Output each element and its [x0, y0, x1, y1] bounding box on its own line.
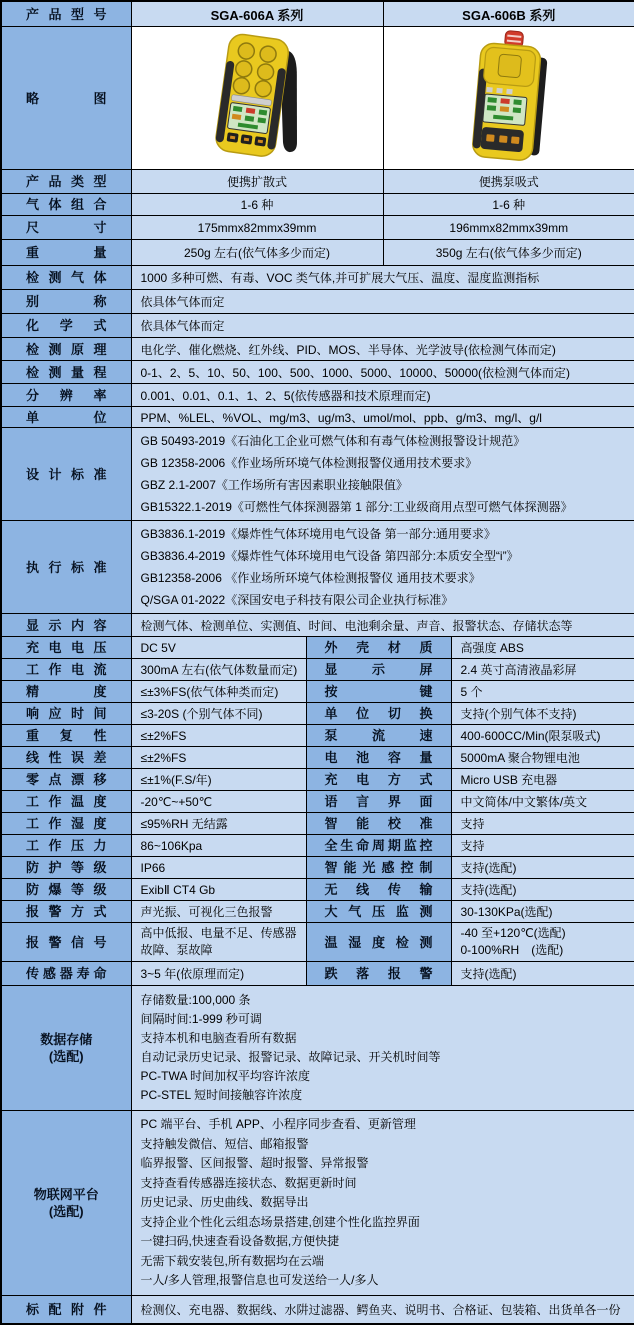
spec-line: PC 端平台、手机 APP、小程序同步查看、更新管理	[140, 1117, 416, 1132]
row-label-gas-combination	[1, 194, 131, 216]
alarm-signal-value	[131, 923, 306, 962]
row-label-light-sensor-control	[306, 857, 451, 879]
label-text: 执行标准	[26, 559, 107, 575]
spec-line: GB3836.4-2019《爆炸性气体环境用电气设备 第四部分:本质安全型“i”》	[140, 549, 519, 563]
row-label-drop-alarm	[306, 962, 451, 986]
dimensions-a: 175mmx82mmx39mm	[131, 216, 383, 240]
row-label-working-humidity	[1, 813, 131, 835]
row-label-display-screen	[306, 659, 451, 681]
row-label-chemical-formula	[1, 314, 131, 338]
row-alias	[1, 290, 634, 314]
device-a-image	[132, 27, 382, 164]
label-text: 报警信号	[26, 934, 107, 950]
label-text: 充电方式	[324, 772, 433, 787]
row-label-resolution	[1, 384, 131, 407]
row-label-accuracy	[1, 681, 131, 703]
product-type-b: 便携泵吸式	[383, 170, 634, 194]
label-text: 精度	[26, 684, 107, 699]
row-label-accessories	[1, 1296, 131, 1325]
label-text: 分辨率	[26, 387, 107, 403]
spec-line: Q/SGA 01-2022《深国安电子科技有限公司企业执行标准》	[140, 593, 454, 607]
row-working-current	[1, 659, 634, 681]
row-label-product-type	[1, 170, 131, 194]
buttons-value: 5 个	[451, 681, 634, 703]
drop-alarm-value: 支持(选配)	[451, 962, 634, 986]
row-label-explosion-rating	[1, 879, 131, 901]
row-label-battery-capacity	[306, 747, 451, 769]
spec-line: 高中低报、电量不足、传感器	[140, 926, 297, 940]
device-b-image-cell	[383, 27, 634, 170]
row-label-shell-material	[306, 637, 451, 659]
row-label-design-standards	[1, 428, 131, 521]
row-label-detect-principle	[1, 338, 131, 361]
label-text: 按键	[324, 684, 433, 699]
header-row	[1, 1, 634, 27]
row-label-response-time	[1, 703, 131, 725]
label-text: 物联网平台	[33, 1187, 99, 1202]
spec-line: 存储数量:100,000 条	[140, 993, 251, 1007]
label-text: 大气压监测	[324, 904, 433, 919]
charge-method-value: Micro USB 充电器	[451, 769, 634, 791]
label-text: 防爆等级	[26, 882, 107, 897]
spec-line: GB15322.1-2019《可燃性气体探测器第 1 部分:工业级商用点型可燃气体探测器》	[140, 500, 573, 514]
label-text: 线性误差	[26, 750, 107, 765]
device-b-image	[384, 27, 634, 164]
label-text: 检测气体	[26, 270, 107, 285]
row-label-temp-humidity-detect	[306, 923, 451, 962]
row-label-repeatability	[1, 725, 131, 747]
row-response-time	[1, 703, 634, 725]
label-text: 显示屏	[324, 662, 433, 677]
row-data-storage	[1, 986, 634, 1111]
shell-material-value: 高强度 ABS	[451, 637, 634, 659]
label-text: 零点漂移	[26, 772, 107, 787]
row-label-alias	[1, 290, 131, 314]
spec-line: PC-TWA 时间加权平均容许浓度	[140, 1069, 311, 1083]
resolution-value: 0.001、0.01、0.1、1、2、5(依传感器和技术原理而定)	[131, 384, 634, 407]
spec-line: 一键扫码,快速查看设备数据,方便快捷	[140, 1234, 340, 1249]
exec-standards-value	[131, 521, 634, 614]
row-detect-gas	[1, 266, 634, 290]
row-label-smart-calibration	[306, 813, 451, 835]
label-text: 泵流速	[324, 728, 433, 743]
label-text: 语言界面	[324, 794, 433, 809]
units-value: PPM、%LEL、%VOL、mg/m3、ug/m3、umol/mol、ppb、g/m3、mg/l、g/l	[131, 407, 634, 428]
protection-rating-value: IP66	[131, 857, 306, 879]
label-text: 尺寸	[26, 220, 107, 235]
label-text: 传感器寿命	[26, 966, 107, 981]
detect-gas-value: 1000 多种可燃、有毒、VOC 类气体,并可扩展大气压、温度、湿度监测指标	[131, 266, 634, 290]
design-standards-value	[131, 428, 634, 521]
label-text: 检测量程	[26, 364, 107, 380]
dimensions-b: 196mmx82mmx39mm	[383, 216, 634, 240]
chemical-formula-value: 依具体气体而定	[131, 314, 634, 338]
battery-capacity-value: 5000mA 聚合物锂电池	[451, 747, 634, 769]
row-label-protection-rating	[1, 857, 131, 879]
row-iot-platform	[1, 1111, 634, 1296]
label-text: 别称	[26, 294, 107, 309]
label-text: 检测原理	[26, 341, 107, 357]
language-value: 中文简体/中文繁体/英文	[451, 791, 634, 813]
spec-line: 历史记录、历史曲线、数据导出	[140, 1195, 309, 1210]
row-chemical-formula	[1, 314, 634, 338]
spec-line: 故障、泵故障	[140, 943, 213, 957]
spec-line: 支持触发微信、短信、邮箱报警	[140, 1136, 309, 1151]
label-text: 产品类型	[26, 174, 107, 189]
row-label-zero-drift	[1, 769, 131, 791]
row-accessories	[1, 1296, 634, 1325]
row-label-alarm-signal	[1, 923, 131, 962]
working-humidity-value: ≤95%RH 无结露	[131, 813, 306, 835]
row-zero-drift	[1, 769, 634, 791]
lifecycle-monitor-value: 支持	[451, 835, 634, 857]
charge-voltage-value: DC 5V	[131, 637, 306, 659]
row-label-pressure-monitor	[306, 901, 451, 923]
spec-line: 无需下载安装包,所有数据均在云端	[140, 1253, 324, 1268]
label-text: 电池容量	[324, 750, 433, 765]
row-sensor-life	[1, 962, 634, 986]
label-text: 重复性	[26, 728, 107, 743]
row-alarm-mode	[1, 901, 634, 923]
row-label-sensor-life	[1, 962, 131, 986]
label-text: 响应时间	[26, 706, 107, 721]
row-working-pressure	[1, 835, 634, 857]
row-label-product-model	[1, 1, 131, 27]
row-label-language	[306, 791, 451, 813]
sketch-row	[1, 27, 634, 170]
row-label-dimensions	[1, 216, 131, 240]
unit-switch-value: 支持(个别气体不支持)	[451, 703, 634, 725]
row-label-weight	[1, 240, 131, 266]
accuracy-value: ≤±3%FS(依气体种类而定)	[131, 681, 306, 703]
row-units	[1, 407, 634, 428]
label-text: 显示内容	[26, 617, 107, 633]
label-text: 工作压力	[26, 838, 107, 853]
row-label-working-current	[1, 659, 131, 681]
label-text: 充电电压	[26, 640, 107, 655]
row-label-pump-rate	[306, 725, 451, 747]
label-text: 跌落报警	[324, 966, 433, 981]
row-label-alarm-mode	[1, 901, 131, 923]
row-label-linearity-error	[1, 747, 131, 769]
column-header-model-a: SGA-606A 系列	[131, 1, 383, 27]
spec-line: 支持本机和电脑查看所有数据	[140, 1031, 297, 1045]
column-header-model-b: SGA-606B 系列	[383, 1, 634, 27]
display-content-value: 检测气体、检测单位、实测值、时间、电池剩余量、声音、报警状态、存储状态等	[131, 614, 634, 637]
label-text: 标配附件	[26, 1302, 107, 1317]
row-explosion-rating	[1, 879, 634, 901]
row-display-content	[1, 614, 634, 637]
row-label-lifecycle-monitor	[306, 835, 451, 857]
label-text: 全生命周期监控	[324, 838, 433, 853]
row-alarm-signal	[1, 923, 634, 962]
label-text: 单位	[26, 409, 107, 425]
zero-drift-value: ≤±1%(F.S/年)	[131, 769, 306, 791]
row-protection-rating	[1, 857, 634, 879]
label-text: 无线传输	[324, 882, 433, 897]
sensor-life-value: 3~5 年(依原理而定)	[131, 962, 306, 986]
explosion-rating-value: ExibⅡ CT4 Gb	[131, 879, 306, 901]
display-screen-value: 2.4 英寸高清液晶彩屏	[451, 659, 634, 681]
row-label-detect-range	[1, 361, 131, 384]
row-label-iot-platform	[1, 1111, 131, 1296]
row-label-units	[1, 407, 131, 428]
data-storage-value	[131, 986, 634, 1111]
row-label-buttons	[306, 681, 451, 703]
row-working-humidity	[1, 813, 634, 835]
detect-principle-value: 电化学、催化燃烧、红外线、PID、MOS、半导体、光学波导(依检测气体而定)	[131, 338, 634, 361]
row-label-sketch	[1, 27, 131, 170]
weight-a: 250g 左右(依气体多少而定)	[131, 240, 383, 266]
row-product-type	[1, 170, 634, 194]
label-text: 温湿度检测	[324, 934, 433, 950]
working-temp-value: -20℃~+50℃	[131, 791, 306, 813]
row-label-display-content	[1, 614, 131, 637]
row-label-unit-switch	[306, 703, 451, 725]
alarm-mode-value: 声光振、可视化三色报警	[131, 901, 306, 923]
label-text: 智能光感控制	[324, 860, 433, 875]
repeatability-value: ≤±2%FS	[131, 725, 306, 747]
spec-line: GB 50493-2019《石油化工企业可燃气体和有毒气体检测报警设计规范》	[140, 434, 526, 448]
spec-line: 间隔时间:1-999 秒可调	[140, 1012, 262, 1026]
spec-line: GB3836.1-2019《爆炸性气体环境用电气设备 第一部分:通用要求》	[140, 527, 496, 541]
weight-b: 350g 左右(依气体多少而定)	[383, 240, 634, 266]
label-text: 单位切换	[324, 706, 433, 721]
gas-combination-b: 1-6 种	[383, 194, 634, 216]
spec-line: 自动记录历史记录、报警记录、故障记录、开关机时间等	[140, 1050, 441, 1064]
label-text: 气体组合	[26, 197, 107, 212]
row-label-charge-method	[306, 769, 451, 791]
label-text: 工作温度	[26, 794, 107, 809]
detect-range-value: 0-1、2、5、10、50、100、500、1000、5000、10000、50000(依检测气体而定)	[131, 361, 634, 384]
spec-line: 临界报警、区间报警、超时报警、异常报警	[140, 1156, 369, 1171]
wireless-value: 支持(选配)	[451, 879, 634, 901]
row-label-wireless	[306, 879, 451, 901]
iot-platform-value	[131, 1111, 634, 1296]
label-text: 产品型号	[26, 6, 107, 22]
label-text: (选配)	[48, 1204, 84, 1219]
spec-line: GB12358-2006 《作业场所环境气体检测报警仪 通用技术要求》	[140, 571, 481, 585]
row-resolution	[1, 384, 634, 407]
row-charge-voltage	[1, 637, 634, 659]
label-text: 外壳材质	[324, 640, 433, 655]
label-text: 化学式	[26, 318, 107, 333]
label-text: 工作电流	[26, 662, 107, 677]
row-design-standards	[1, 428, 634, 521]
row-working-temp	[1, 791, 634, 813]
label-text: 重量	[26, 245, 107, 260]
pressure-monitor-value: 30-130KPa(选配)	[451, 901, 634, 923]
label-text: 略图	[26, 90, 107, 106]
spec-line: GB 12358-2006《作业场所环境气体检测报警仪通用技术要求》	[140, 456, 478, 470]
label-text: 数据存储	[40, 1032, 93, 1047]
row-label-exec-standards	[1, 521, 131, 614]
light-sensor-control-value: 支持(选配)	[451, 857, 634, 879]
row-detect-range	[1, 361, 634, 384]
pump-rate-value: 400-600CC/Min(限泵吸式)	[451, 725, 634, 747]
smart-calibration-value: 支持	[451, 813, 634, 835]
spec-line: GBZ 2.1-2007《工作场所有害因素职业接触限值》	[140, 478, 408, 492]
row-accuracy	[1, 681, 634, 703]
row-dimensions	[1, 216, 634, 240]
alias-value: 依具体气体而定	[131, 290, 634, 314]
spec-line: 一人/多人管理,报警信息也可发送给一人/多人	[140, 1273, 379, 1288]
label-text: 智能校准	[324, 816, 433, 831]
spec-line: 0-100%RH (选配)	[460, 943, 564, 957]
spec-line: PC-STEL 短时间接触容许浓度	[140, 1088, 303, 1102]
label-text: 报警方式	[26, 904, 107, 919]
spec-line: 支持企业个性化云组态场景搭建,创建个性化监控界面	[140, 1214, 420, 1229]
gas-combination-a: 1-6 种	[131, 194, 383, 216]
row-label-working-pressure	[1, 835, 131, 857]
row-repeatability	[1, 725, 634, 747]
device-a-image-cell	[131, 27, 383, 170]
response-time-value: ≤3-20S (个别气体不同)	[131, 703, 306, 725]
working-current-value: 300mA 左右(依气体数量而定)	[131, 659, 306, 681]
spec-line: 支持查看传感器连接状态、数据更新时间	[140, 1175, 357, 1190]
label-text: 防护等级	[26, 860, 107, 875]
row-exec-standards	[1, 521, 634, 614]
row-label-working-temp	[1, 791, 131, 813]
linearity-error-value: ≤±2%FS	[131, 747, 306, 769]
row-label-detect-gas	[1, 266, 131, 290]
temp-humidity-detect-value	[451, 923, 634, 962]
label-text: (选配)	[48, 1049, 84, 1064]
row-linearity-error	[1, 747, 634, 769]
row-gas-combination	[1, 194, 634, 216]
label-text: 工作湿度	[26, 816, 107, 831]
working-pressure-value: 86~106Kpa	[131, 835, 306, 857]
row-detect-principle	[1, 338, 634, 361]
row-label-charge-voltage	[1, 637, 131, 659]
label-text: 设计标准	[26, 466, 107, 482]
row-weight	[1, 240, 634, 266]
accessories-value: 检测仪、充电器、数据线、水阱过滤器、鳄鱼夹、说明书、合格证、包装箱、出货单各一份	[131, 1296, 634, 1325]
product-type-a: 便携扩散式	[131, 170, 383, 194]
spec-line: -40 至+120℃(选配)	[460, 926, 566, 940]
row-label-data-storage	[1, 986, 131, 1111]
